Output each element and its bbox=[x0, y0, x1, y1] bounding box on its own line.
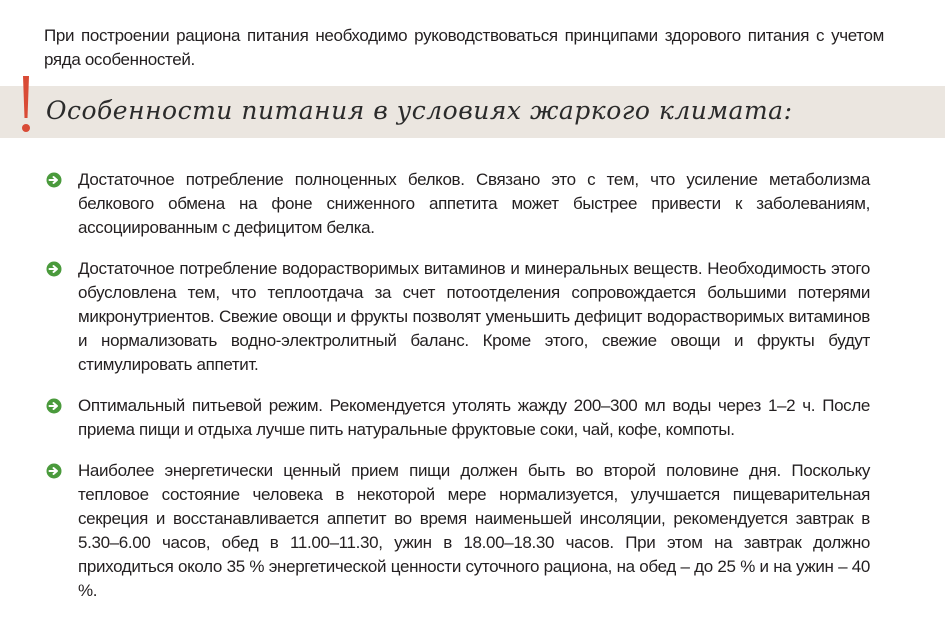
list-item-text: Оптимальный питьевой режим. Рекомендуется утолять жажду 200–300 мл воды через 1–2 ч. После приема пищи и отдыха лучше пить натуральные фруктовые соки, чай, кофе, компоты. bbox=[78, 396, 870, 439]
arrow-circle-right-icon bbox=[46, 172, 62, 188]
arrow-circle-right-icon bbox=[46, 398, 62, 414]
list-item bbox=[78, 459, 870, 603]
list-item bbox=[78, 394, 870, 442]
list-item-text: Достаточное потребление водорастворимых витаминов и минеральных веществ. Необходимость этого обусловлена тем, что теплоотдача за счет потоотделения сопровождается большими потерями микронутриентов. Свежие овощи и фрукты позволят уменьшить дефицит водорастворимых витаминов и нормализовать водно-электролитный баланс. Кроме этого, свежие овощи и фрукты будут стимулировать аппетит. bbox=[78, 259, 870, 374]
arrow-circle-right-icon bbox=[46, 463, 62, 479]
list-item bbox=[78, 257, 870, 377]
exclamation-icon bbox=[16, 74, 36, 136]
intro-paragraph: При построении рациона питания необходимо руководствоваться принципами здорового питания с учетом ряда особенностей. bbox=[44, 26, 884, 69]
list-item bbox=[78, 168, 870, 240]
arrow-circle-right-icon bbox=[46, 261, 62, 277]
list-item-text: Наиболее энергетически ценный прием пищи должен быть во второй половине дня. Поскольку тепловое состояние человека в некоторой мере нормализуется, улучшается пищеварительная секреция и восстанавливается аппетит во время наименьшей инсоляции, рекомендуется завтрак в 5.30–6.00 часов, обед в 11.00–11.30, ужин в 18.00–18.30 часов. При этом на завтрак должно приходиться около 35 % энергетической ценности суточного рациона, на обед – до 25 % и на ужин – 40 %. bbox=[78, 461, 870, 600]
list-item-text: Достаточное потребление полноценных белков. Связано это с тем, что усиление метаболизма белкового обмена на фоне сниженного аппетита может быстрее привести к заболеваниям, ассоциированным с дефицитом белка. bbox=[78, 170, 870, 237]
section-heading: Особенности питания в условиях жаркого климата: bbox=[46, 96, 793, 125]
